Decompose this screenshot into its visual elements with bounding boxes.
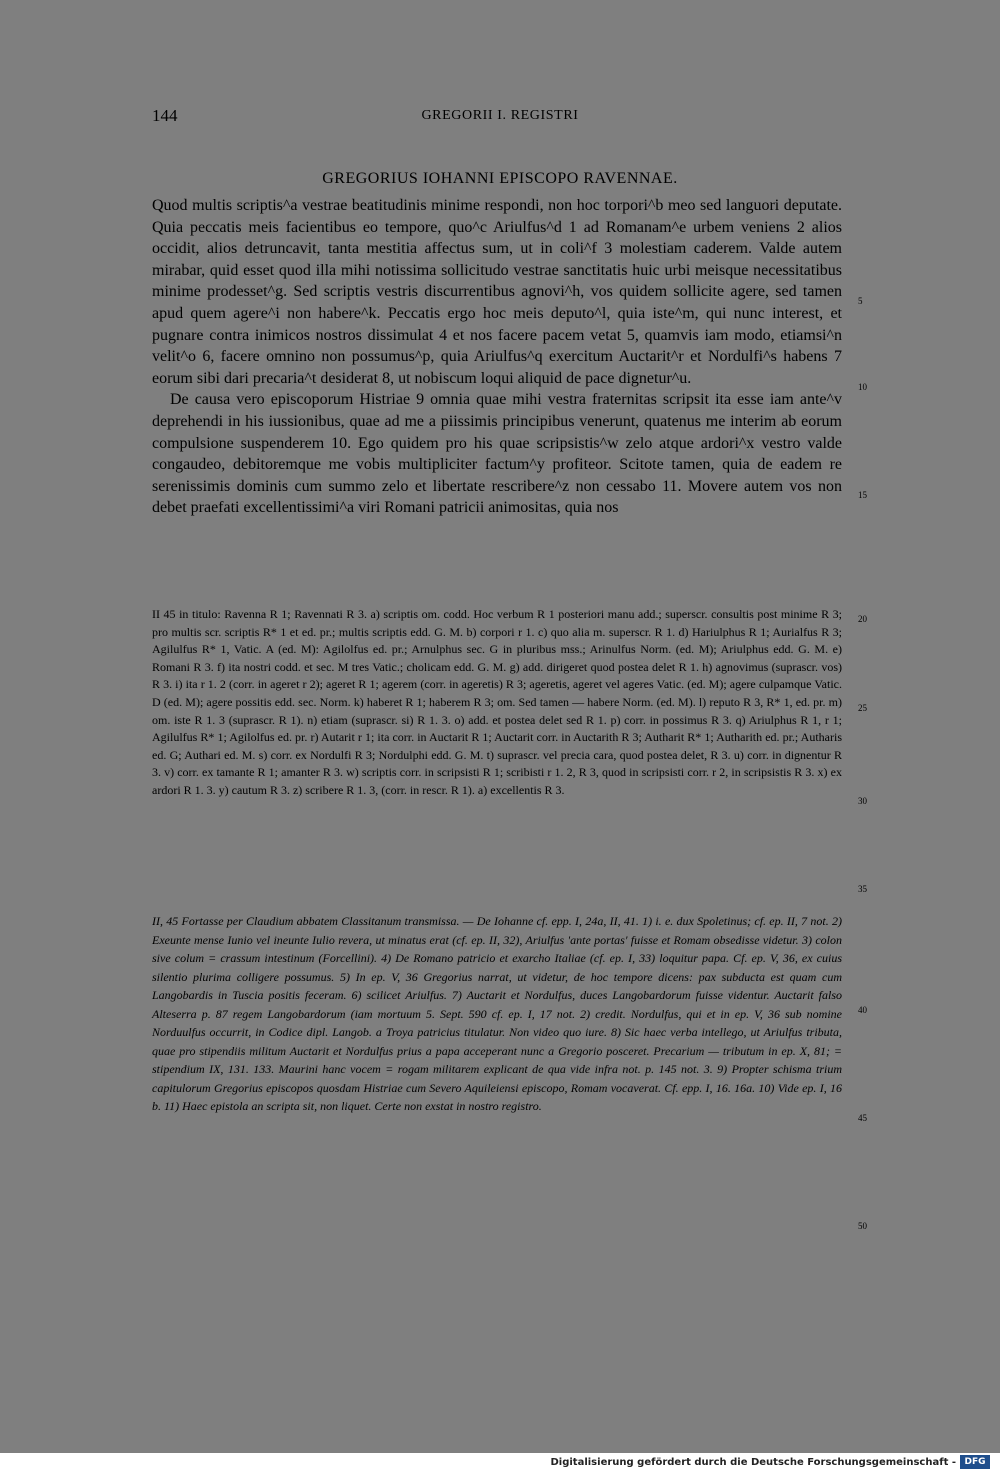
apparatus-criticus: II 45 in titulo: Ravenna R 1; Ravennati R 3. a) scriptis om. codd. Hoc verbum R 1 posteriori manu add.; superscr. consultis post minime R 3; pro multis scr. scriptis R* 1 et ed. pr.; multis scriptis edd. G. M. b) corpori r 1. c) quo alia m. superscr. R 1. d) Hariulphus R 1; Aurialfus R 3; Agilulfus R* 1, Vatic. A (ed. M): Agilolfus ed. pr.; Arnulphus sec. G in pluribus mss.; Arinulfus Norm. (ed. M); Ariulphus edd. G. M. e) Romani R 3. f) ita nostri codd. et sec. M tres Vatic.; cholicam edd. G. M. g) add. dirigeret quod postea delet R 1. h) agnovimus (suprascr. vos) R 3. i) ita r 1. 2 (corr. in ageret r 2); ageret R 1; agerem (corr. in ageretis) R 3; ageretis, ageret vel ageres Vatic. (ed. M); agere culpamque Vatic. D (ed. M); agere possitis edd. sec. Norm. k) haberet R 1; haberem R 3; om. Sed tamen — habere Norm. (ed. M). l) reputo R 3, R* 1, ed. pr. m) om. iste R 1. 3 (suprascr. R 1). n) etiam (suprascr. si) R 1. 3. o) add. et postea delet sed R 1. p) corr. in possimus R 3. q) Ariulphus R 1, r 1; Agilulfus R* 1; Agilolfus ed. pr. r) Autarit r 1; ita corr. in Auctarit R 1; Auctarit corr. in Auctarith R 3; Autharit R* 1; Autharith ed. pr.; Autharis ed. G; Authari ed. M. s) corr. ex Nordulfi R 3; Nordulphi edd. G. M. t) suprascr. vel precia cara, quod postea delet, R 3. u) corr. in dignentur R 3. v) corr. ex tamante R 1; amanter R 3. w) scriptis corr. in scripsisti R 1; scribisti r 1. 2, R 3, quod in scripsisti corr. r 2, in scripsistis R 3. x) ex ardori R 1. 3. y) cautum R 3. z) scribere R 1. 3, (corr. in rescr. R 1). a) excellentis R 3.	[152, 607, 842, 797]
dfg-logo: DFG	[960, 1455, 990, 1469]
main-text	[152, 195, 842, 519]
letter-title: GREGORIUS IOHANNI EPISCOPO RAVENNAE.	[322, 170, 678, 187]
line-number: 15	[858, 490, 867, 500]
line-number: 30	[858, 796, 867, 806]
commentary-notes: II, 45 Fortasse per Claudium abbatem Classitanum transmissa. — De Iohanne cf. epp. I, 24a, II, 41. 1) i. e. dux Spoletinus; cf. ep. II, 7 not. 2) Exeunte mense Iunio vel ineunte Iulio revera, ut minatus erat (cf. ep. II, 32), Ariulfus 'ante portas' fuisse et Romam obsedisse videtur. 3) colon sive colum = crassum intestinum (Forcellini). 4) De Romano patricio et exarcho Italiae (cf. ep. I, 33) loquitur papa. Cf. ep. V, 36, ex cuius silentio plurima colligere possumus. 5) In ep. V, 36 Gregorius narrat, ut videtur, de hoc tempore dicens: pax subducta est quam cum Langobardis in Tuscia positis feceram. 6) scilicet Ariulfus. 7) Auctarit et Nordulfus, duces Langobardorum fuisse videntur. Auctarit falso Alteserra p. 87 regem Langobardorum (iam mortuum 5. Sept. 590 cf. ep. I, 17 not. 2) credit. Nordulfus, qui et in ep. V, 36 sub nomine Norduulfus occurrit, in Codice dipl. Langob. a Troya patricius titulatur. Non video quo iure. 8) Sic haec verba intellego, ut Ariulfus tributa, quae pro stipendiis militum Auctarit et Nordulfus prius a papa acceperant nunc a Gregorio posceret. Precarium — tributum in ep. X, 81; = stipendium IX, 131. 133. Maurini hanc vocem = rogam militarem explicant de qua vide infra not. p. 145 not. 3. 9) Propter schisma trium capitulorum Gregorius episcopos quosdam Histriae cum Severo Aquileiensi episcopo, Romam vocaverat. Cf. epp. I, 16. 16a. 10) Vide ep. I, 16 b. 11) Haec epistola an scripta sit, non liquet. Certe non exstat in nostro registro.	[152, 914, 842, 1113]
line-number: 25	[858, 703, 867, 713]
funding-credit: Digitalisierung gefördert durch die Deutsche Forschungsgemeinschaft -	[550, 1457, 956, 1468]
line-number: 50	[858, 1221, 867, 1231]
paragraph: Quod multis scriptis^a vestrae beatitudinis minime respondi, non hoc torpori^b meo sed languori deputate. Quia peccatis meis facientibus eo tempore, quo^c Ariulfus^d 1 ad Romanam^e urbem veniens 2 alios occidit, alios detruncavit, tanta mestitia affectus sum, ut in coli^f 3 molestiam caderem. Valde autem mirabar, quid esset quod illa mihi notissima sollicitudo vestrae sanctitatis huic urbi meisque necessitatibus minime prodesset^g. Sed scriptis vestris discurrentibus agnovi^h, vos quidem sollicite agere, sed tamen apud quem agere^i non habere^k. Peccatis ergo hoc meis deputo^l, quia iste^m, qui nunc interest, et pugnare contra inimicos nostros dissimulat 4 et nos facere pacem vetat 5, quamvis iam modo, etiamsi^n velit^o 6, facere omnino non possumus^p, quia Ariulfus^q exercitum Auctarit^r et Nordulfi^s habens 7 eorum sibi dari precaria^t desiderat 8, ut nobiscum loqui aliquid de pace dignetur^u.	[152, 197, 842, 387]
line-number: 45	[858, 1113, 867, 1123]
line-number: 20	[858, 614, 867, 624]
line-number: 40	[858, 1005, 867, 1015]
line-number: 35	[858, 884, 867, 894]
paragraph: De causa vero episcoporum Histriae 9 omnia quae mihi vestra fraternitas scripsit ita esse iam ante^v deprehendi in his iussionibus, quae ad me a piissimis principibus venerunt, quatenus me interim ab eorum compulsione suspenderem 10. Ego quidem pro his quae scripsistis^w zelo atque ardori^x vestro valde congaudeo, debitoremque me vobis multipliciter factum^y profiteor. Scitote tamen, quia de eadem re serenissimis dominis cum summo zelo et libertate rescribere^z non cessabo 11. Movere autem vos non debet praefati excellentissimi^a viri Romani patricii animositas, quia nos	[152, 391, 842, 517]
running-head: GREGORII I. REGISTRI	[421, 108, 579, 123]
line-number: 5	[858, 296, 863, 306]
page-number: 144	[152, 106, 178, 125]
line-number: 10	[858, 382, 867, 392]
